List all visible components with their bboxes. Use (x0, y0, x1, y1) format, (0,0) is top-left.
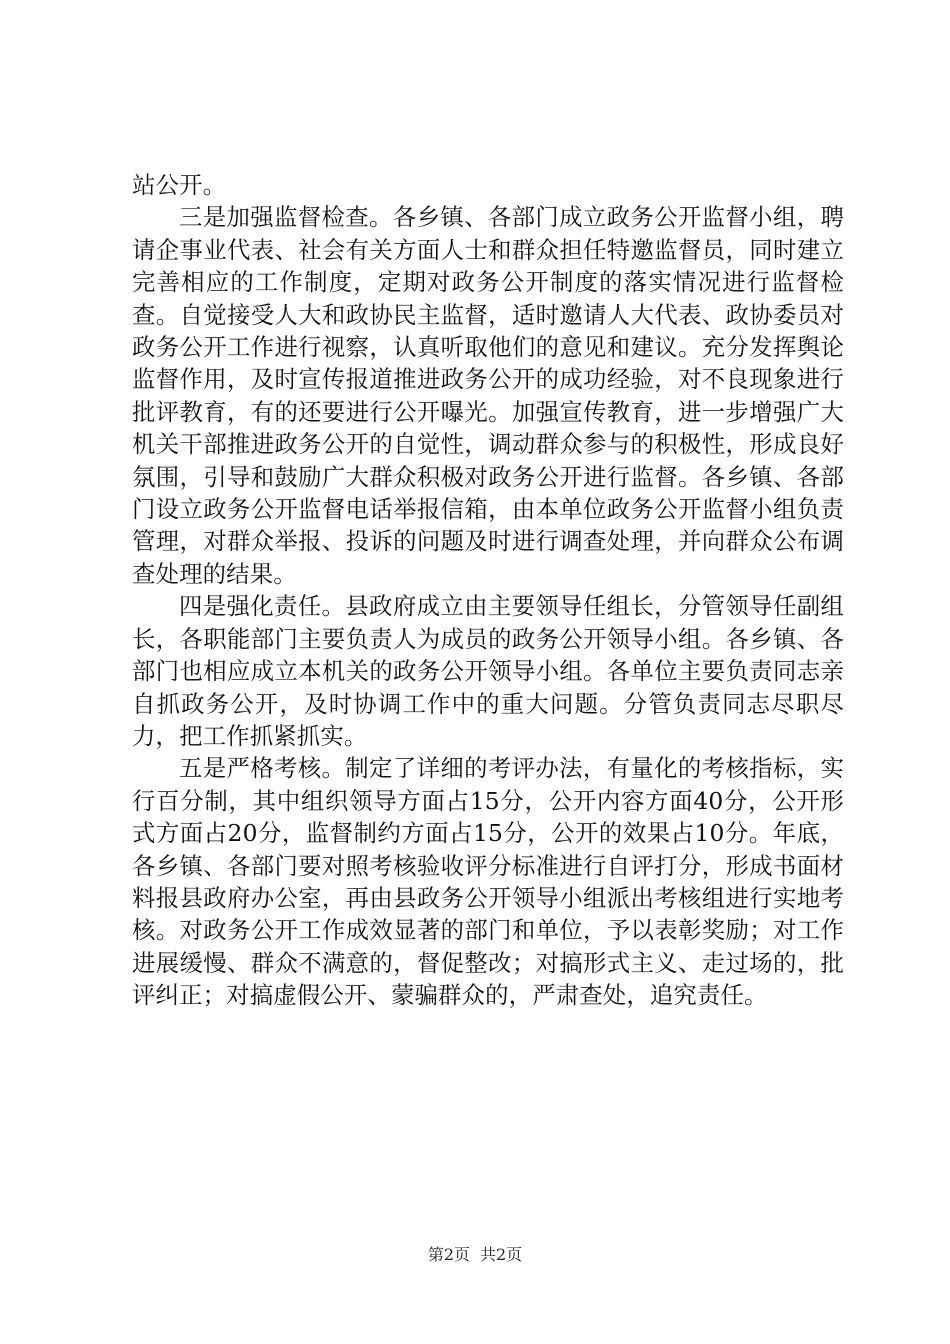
paragraph-assessment: 五是严格考核。制定了详细的考评办法，有量化的考核指标，实行百分制，其中组织领导方面占15分，公开内容方面40分，公开形式方面占20分，监督制约方面占15分，公开的效果占10分。年底，各乡镇、各部门要对照考核验收评分标准进行自评打分，形成书面材料报县政府办公室，再由县政务公开领导小组派出考核组进行实地考核。对政务公开工作成效显著的部门和单位，予以表彰奖励；对工作进展缓慢、群众不满意的，督促整改；对搞形式主义、走过场的，批评纠正；对搞虚假公开、蒙骗群众的，严肃查处，追究责任。 (132, 754, 844, 1010)
paragraph-supervision: 三是加强监督检查。各乡镇、各部门成立政务公开监督小组，聘请企事业代表、社会有关方面人士和群众担任特邀监督员，同时建立完善相应的工作制度，定期对政务公开制度的落实情况进行监督检查。自觉接受人大和政协民主监督，适时邀请人大代表、政协委员对政务公开工作进行视察，认真听取他们的意见和建议。充分发挥舆论监督作用，及时宣传报道推进政务公开的成功经验，对不良现象进行批评教育，有的还要进行公开曝光。加强宣传教育，进一步增强广大机关干部推进政务公开的自觉性，调动群众参与的积极性，形成良好氛围，引导和鼓励广大群众积极对政务公开进行监督。各乡镇、各部门设立政务公开监督电话举报信箱，由本单位政务公开监督小组负责管理，对群众举报、投诉的问题及时进行调查处理，并向群众公布调查处理的结果。 (132, 203, 844, 588)
page-total: 共2页 (480, 1245, 523, 1264)
paragraph-continuation: 站公开。 (132, 171, 227, 199)
document-body (132, 169, 844, 1012)
page-footer (0, 1245, 950, 1265)
paragraph-responsibility: 四是强化责任。县政府成立由主要领导任组长，分管领导任副组长，各职能部门主要负责人为成员的政务公开领导小组。各乡镇、各部门也相应成立本机关的政务公开领导小组。各单位主要负责同志亲自抓政务公开，及时协调工作中的重大问题。分管负责同志尽职尽力，把工作抓紧抓实。 (132, 592, 844, 750)
page-number: 第2页 (427, 1245, 470, 1264)
